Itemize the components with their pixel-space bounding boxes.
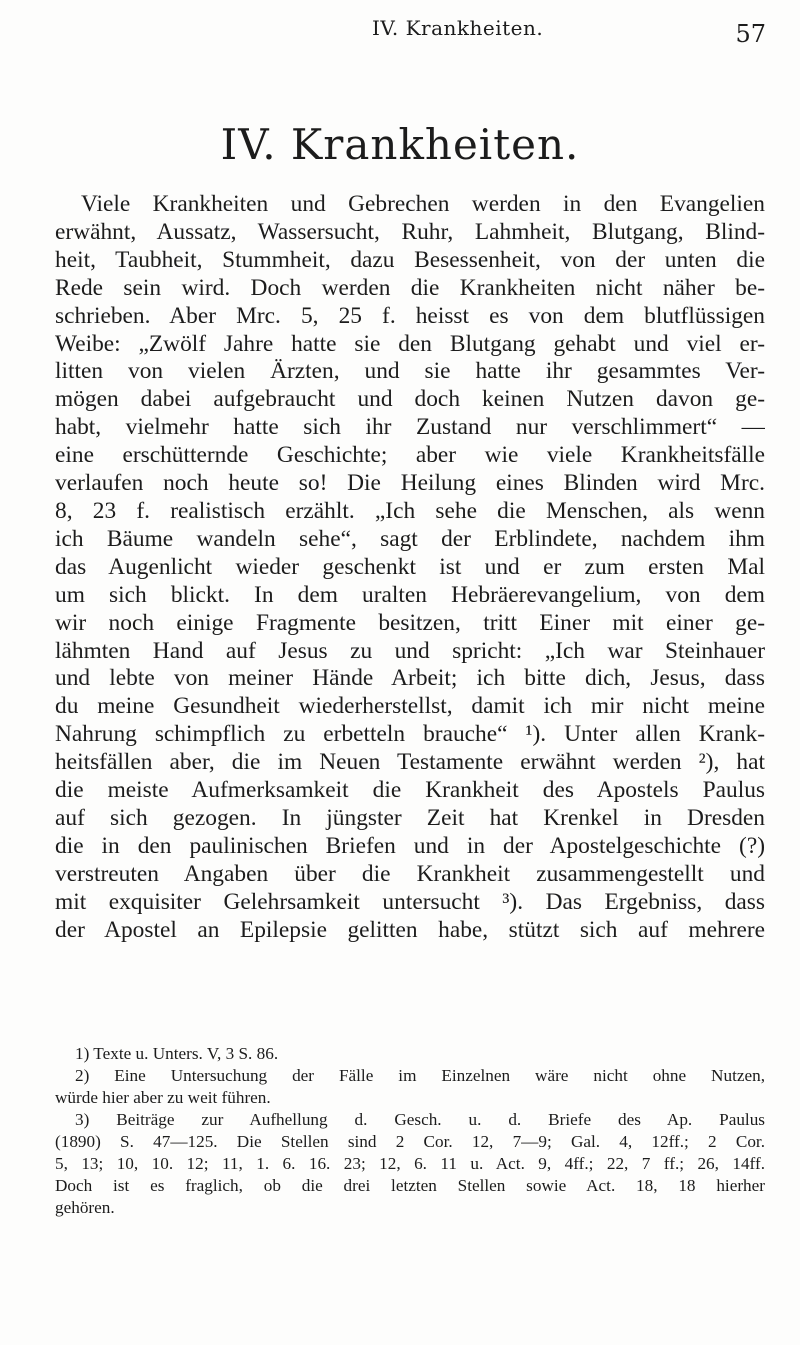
- text-line: das Augenlicht wieder geschenkt ist und er zum ersten Mal: [55, 553, 765, 580]
- text-line: wir noch einige Fragmente besitzen, tritt Einer mit einer ge-: [55, 609, 765, 636]
- text-line: heitsfällen aber, die im Neuen Testamente erwähnt werden ²), hat: [55, 749, 765, 776]
- text-line: mögen dabei aufgebraucht und doch keinen Nutzen davon ge-: [55, 386, 765, 413]
- text-line: habt, vielmehr hatte sich ihr Zustand nur verschlimmert“ —: [55, 414, 765, 441]
- text-line: schrieben. Aber Mrc. 5, 25 f. heisst es von dem blutflüssigen: [55, 302, 765, 329]
- footnotes: [55, 1043, 765, 1219]
- text-line: Viele Krankheiten und Gebrechen werden in den Evangelien: [81, 191, 765, 217]
- footnote-3-cont: 5, 13; 10, 10. 12; 11, 1. 6. 16. 23; 12, 6. 11 u. Act. 9, 4ff.; 22, 7 ff.; 26, 14ff.: [55, 1154, 765, 1173]
- footnote-2-cont: würde hier aber zu weit führen.: [55, 1088, 271, 1107]
- text-line: erwähnt, Aussatz, Wassersucht, Ruhr, Lahmheit, Blutgang, Blind-: [55, 218, 765, 245]
- text-line: verlaufen noch heute so! Die Heilung eines Blinden wird Mrc.: [55, 470, 765, 497]
- text-line: und lebte von meiner Hände Arbeit; ich bitte dich, Jesus, dass: [55, 665, 765, 692]
- text-line: auf sich gezogen. In jüngster Zeit hat Krenkel in Dresden: [55, 804, 765, 831]
- text-line: Weibe: „Zwölf Jahre hatte sie den Blutgang gehabt und viel er-: [55, 330, 765, 357]
- running-head: [0, 12, 800, 52]
- text-line: Rede sein wird. Doch werden die Krankheiten nicht näher be-: [55, 274, 765, 301]
- body-paragraph: [55, 191, 765, 944]
- footnote-2: 2) Eine Untersuchung der Fälle im Einzelnen wäre nicht ohne Nutzen,: [75, 1066, 765, 1085]
- text-line: lähmten Hand auf Jesus zu und spricht: „Ich war Steinhauer: [55, 637, 765, 664]
- footnote-3-cont: Doch ist es fraglich, ob die drei letzten Stellen sowie Act. 18, 18 hierher: [55, 1176, 765, 1195]
- text-line: der Apostel an Epilepsie gelitten habe, stützt sich auf mehrere: [55, 916, 765, 943]
- chapter-title: IV. Krankheiten.: [220, 120, 580, 169]
- text-line: eine erschütternde Geschichte; aber wie viele Krankheitsfälle: [55, 442, 765, 469]
- text-line: heit, Taubheit, Stummheit, dazu Besessenheit, von der unten die: [55, 246, 765, 273]
- text-line: du meine Gesundheit wiederherstellst, damit ich mir nicht meine: [55, 693, 765, 720]
- footnote-3-cont: gehören.: [55, 1198, 115, 1217]
- text-line: litten von vielen Ärzten, und sie hatte ihr gesammtes Ver-: [55, 358, 765, 385]
- text-line: 8, 23 f. realistisch erzählt. „Ich sehe die Menschen, als wenn: [55, 497, 765, 524]
- footnote-1: 1) Texte u. Unters. V, 3 S. 86.: [75, 1044, 279, 1063]
- footnote-3-cont: (1890) S. 47—125. Die Stellen sind 2 Cor. 12, 7—9; Gal. 4, 12ff.; 2 Cor.: [55, 1132, 765, 1151]
- text-line: die meiste Aufmerksamkeit die Krankheit des Apostels Paulus: [55, 777, 765, 804]
- running-title: IV. Krankheiten.: [372, 16, 544, 40]
- text-line: um sich blickt. In dem uralten Hebräerevangelium, von dem: [55, 581, 765, 608]
- text-line: verstreuten Angaben über die Krankheit zusammengestellt und: [55, 860, 765, 887]
- text-line: ich Bäume wandeln sehe“, sagt der Erblindete, nachdem ihm: [55, 525, 765, 552]
- text-line: die in den paulinischen Briefen und in der Apostelgeschichte (?): [55, 832, 765, 859]
- footnote-3: 3) Beiträge zur Aufhellung d. Gesch. u. d. Briefe des Ap. Paulus: [75, 1110, 765, 1129]
- page-number: 57: [735, 20, 766, 48]
- text-line: Nahrung schimpflich zu erbetteln brauche“ ¹). Unter allen Krank-: [55, 721, 765, 748]
- text-line: mit exquisiter Gelehrsamkeit untersucht ³). Das Ergebniss, dass: [55, 888, 765, 915]
